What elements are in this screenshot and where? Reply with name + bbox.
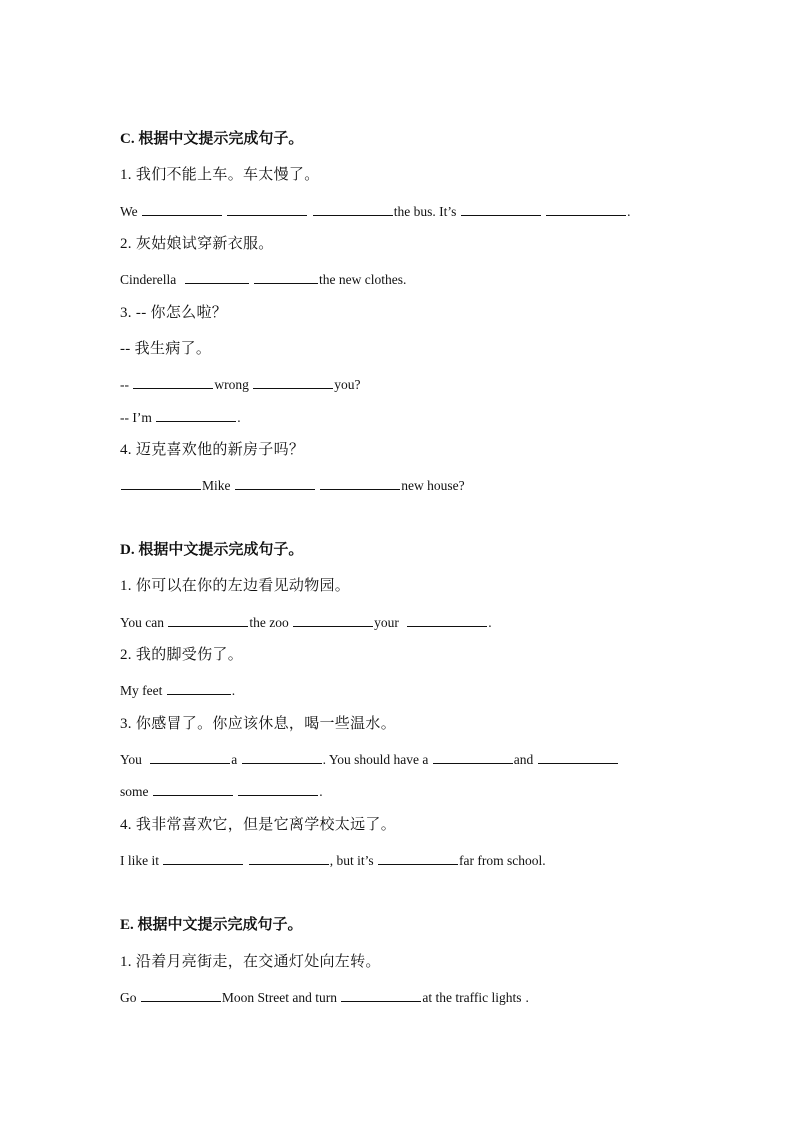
answer-blank[interactable] [153, 782, 233, 796]
text: some [120, 784, 149, 799]
text: the new clothes. [318, 272, 407, 287]
d-q2-chinese: 2. 我的脚受伤了。 [120, 647, 244, 663]
section-d-header: D. 根据中文提示完成句子。 [120, 542, 304, 558]
answer-blank[interactable] [461, 202, 541, 216]
c-q3-english-2 [120, 408, 241, 427]
c-q4-chinese: 4. 迈克喜欢他的新房子吗？ [120, 442, 305, 458]
text: the zoo [249, 615, 289, 630]
text: . [237, 410, 241, 425]
c-q4-english [120, 476, 465, 495]
text: . [525, 990, 529, 1005]
answer-blank[interactable] [546, 202, 626, 216]
text: . [231, 683, 236, 698]
answer-blank[interactable] [238, 782, 318, 796]
text: a [231, 752, 238, 767]
answer-blank[interactable] [156, 408, 236, 422]
answer-blank[interactable] [142, 202, 222, 216]
text: Cinderella [120, 272, 177, 287]
answer-blank[interactable] [249, 851, 329, 865]
d-q3-chinese: 3. 你感冒了。你应该休息，喝一些温水。 [120, 716, 397, 732]
text: You can [120, 615, 165, 630]
text: wrong [214, 377, 249, 392]
text: . [627, 204, 631, 219]
answer-blank[interactable] [378, 851, 458, 865]
c-q1-chinese: 1. 我们不能上车。车太慢了。 [120, 167, 320, 183]
text: -- [120, 377, 129, 392]
text: far from school. [459, 853, 546, 868]
d-q3-english-1 [120, 750, 619, 769]
d-q4-english [120, 851, 546, 870]
text: . [319, 784, 323, 799]
d-q1-chinese: 1. 你可以在你的左边看见动物园。 [120, 578, 351, 594]
e-q1-chinese: 1. 沿着月亮街走，在交通灯处向左转。 [120, 954, 381, 970]
c-q1-english [120, 202, 631, 221]
text: We [120, 204, 138, 219]
text: new house? [401, 478, 465, 493]
d-q2-english [120, 681, 235, 700]
answer-blank[interactable] [235, 476, 315, 490]
answer-blank[interactable] [150, 750, 230, 764]
text: and [513, 752, 534, 767]
answer-blank[interactable] [242, 750, 322, 764]
answer-blank[interactable] [167, 681, 231, 695]
c-q3-english-1 [120, 375, 361, 394]
answer-blank[interactable] [341, 988, 421, 1002]
text: at the traffic lights [422, 990, 522, 1005]
answer-blank[interactable] [227, 202, 307, 216]
answer-blank[interactable] [407, 613, 487, 627]
section-c-header: C. 根据中文提示完成句子。 [120, 131, 304, 147]
answer-blank[interactable] [141, 988, 221, 1002]
e-q1-english [120, 988, 529, 1007]
answer-blank[interactable] [433, 750, 513, 764]
answer-blank[interactable] [538, 750, 618, 764]
text: Mike [202, 478, 231, 493]
text: . You should have a [322, 752, 429, 767]
answer-blank[interactable] [313, 202, 393, 216]
text: My feet [120, 683, 163, 698]
text: you? [334, 377, 361, 392]
d-q3-english-2 [120, 782, 323, 801]
c-q2-chinese: 2. 灰姑娘试穿新衣服。 [120, 236, 274, 252]
answer-blank[interactable] [133, 375, 213, 389]
answer-blank[interactable] [254, 270, 318, 284]
text: , but it’s [329, 853, 374, 868]
text: -- I’m [120, 410, 152, 425]
text: Moon Street and turn [221, 990, 337, 1005]
answer-blank[interactable] [293, 613, 373, 627]
d-q1-english [120, 613, 492, 632]
answer-blank[interactable] [121, 476, 201, 490]
text: I like it [120, 853, 159, 868]
text: your [374, 615, 399, 630]
answer-blank[interactable] [163, 851, 243, 865]
answer-blank[interactable] [168, 613, 248, 627]
c-q3-chinese: 3. -- 你怎么啦？ [120, 305, 228, 321]
text: the bus. It’s [393, 204, 457, 219]
text: . [488, 615, 492, 630]
section-e-header: E. 根据中文提示完成句子。 [120, 917, 303, 933]
c-q2-english [120, 270, 406, 289]
d-q4-chinese: 4. 我非常喜欢它，但是它离学校太远了。 [120, 817, 397, 833]
text: Go [120, 990, 137, 1005]
answer-blank[interactable] [320, 476, 400, 490]
c-q3-chinese-answer: -- 我生病了。 [120, 341, 212, 357]
answer-blank[interactable] [253, 375, 333, 389]
text: You [120, 752, 142, 767]
answer-blank[interactable] [185, 270, 249, 284]
